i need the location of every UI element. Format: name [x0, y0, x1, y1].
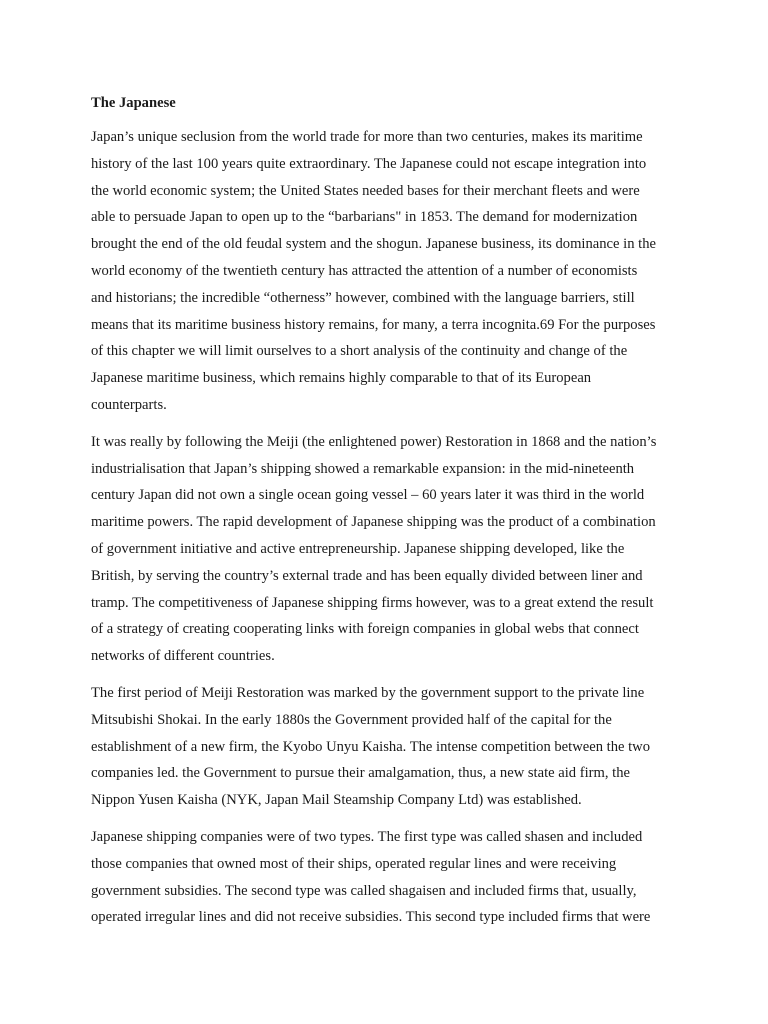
text-line: industrialisation that Japan’s shipping showed a remarkable expansion: in the mid-nineteenth — [91, 460, 635, 477]
text-line: the world economic system; the United States needed bases for their merchant fleets and were — [91, 182, 640, 199]
paragraph-1 — [91, 124, 681, 419]
text-line: able to persuade Japan to open up to the “barbarians" in 1853. The demand for modernization — [91, 209, 638, 226]
text-line: The first period of Meiji Restoration was marked by the government support to the private line — [91, 684, 645, 701]
paragraph-3 — [91, 680, 681, 814]
text-line: establishment of a new firm, the Kyobo Unyu Kaisha. The intense competition between the two — [91, 738, 651, 755]
text-line: It was really by following the Meiji (the enlightened power) Restoration in 1868 and the nation’s — [91, 433, 657, 450]
text-line: Japanese maritime business, which remains highly comparable to that of its European — [91, 370, 592, 387]
text-line: maritime powers. The rapid development of Japanese shipping was the product of a combination — [91, 514, 656, 531]
text-line: world economy of the twentieth century has attracted the attention of a number of economists — [91, 262, 638, 279]
text-line: brought the end of the old feudal system and the shogun. Japanese business, its dominance in the — [91, 236, 656, 253]
text-line: of a strategy of creating cooperating links with foreign companies in global webs that connect — [91, 621, 639, 638]
paragraph-4 — [91, 824, 681, 931]
text-line: Nippon Yusen Kaisha (NYK, Japan Mail Steamship Company Ltd) was established. — [91, 792, 582, 809]
text-line: operated irregular lines and did not receive subsidies. This second type included firms that were — [91, 909, 651, 926]
text-line: of this chapter we will limit ourselves to a short analysis of the continuity and change of the — [91, 343, 628, 360]
text-line: of government initiative and active entrepreneurship. Japanese shipping developed, like the — [91, 540, 625, 557]
document-page — [91, 90, 681, 941]
text-line: companies led. the Government to pursue their amalgamation, thus, a new state aid firm, the — [91, 765, 630, 782]
document-title: The Japanese — [91, 95, 176, 111]
text-line: tramp. The competitiveness of Japanese shipping firms however, was to a great extend the result — [91, 594, 654, 611]
text-line: networks of different countries. — [91, 648, 275, 665]
paragraph-2 — [91, 429, 681, 670]
text-line: Japanese shipping companies were of two types. The first type was called shasen and included — [91, 828, 643, 845]
text-line: Japan’s unique seclusion from the world trade for more than two centuries, makes its maritime — [91, 129, 643, 145]
text-line: means that its maritime business history remains, for many, a terra incognita.69 For the purposes — [91, 316, 656, 333]
text-line: and historians; the incredible “otherness” however, combined with the language barriers, still — [91, 289, 635, 306]
text-line: counterparts. — [91, 396, 167, 413]
text-line: history of the last 100 years quite extraordinary. The Japanese could not escape integration into — [91, 155, 647, 172]
text-line: British, by serving the country’s external trade and has been equally divided between liner and — [91, 567, 643, 584]
text-line: century Japan did not own a single ocean going vessel – 60 years later it was third in the world — [91, 487, 645, 504]
text-line: Mitsubishi Shokai. In the early 1880s the Government provided half of the capital for the — [91, 711, 612, 728]
text-line: those companies that owned most of their ships, operated regular lines and were receiving — [91, 855, 617, 872]
text-line: government subsidies. The second type was called shagaisen and included firms that, usually, — [91, 882, 637, 899]
